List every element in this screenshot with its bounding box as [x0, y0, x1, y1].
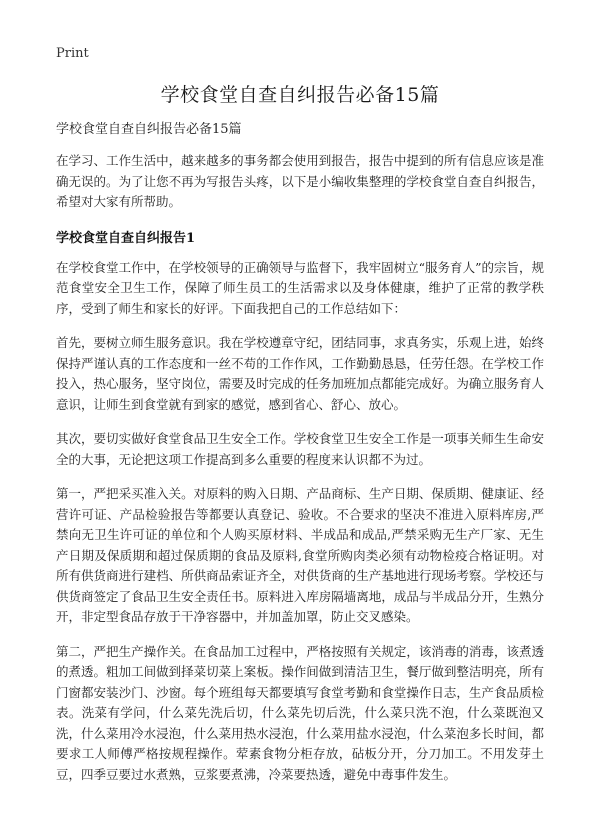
document-body — [56, 118, 544, 799]
paragraph-1: 在学校食堂工作中，在学校领导的正确领导与监督下，我牢固树立“服务育人”的宗旨，规范食堂安全卫生工作，保障了师生员工的生活需求以及身体健康，维护了正常的教学秩序，受到了师生和家长的好评。下面我把自己的工作总结如下： — [56, 259, 544, 316]
intro-paragraph: 在学习、工作生活中，越来越多的事务都会使用到报告，报告中提到的所有信息应该是准确无误的。为了让您不再为写报告头疼，以下是小编收集整理的学校食堂自查自纠报告，希望对大家有所帮助。 — [56, 153, 544, 209]
document-title: 学校食堂自查自纠报告必备15篇 — [160, 84, 440, 106]
paragraph-4: 第一，严把采买准入关。对原料的购入日期、产品商标、生产日期、保质期、健康证、经营许可证、产品检验报告等都要认真登记、验收。不合要求的坚决不准进入原料库房,严禁向无卫生许可证的单位和个人购买原材料、半成品和成品,严禁采购无生产厂家、无生产日期及保质期和超过保质期的食品及原料,食堂所购肉类必须有动物检疫合格证明。对所有供货商进行建档、所供商品索证齐全，对供货商的生产基地进行现场考察。学校还与供货商签定了食品卫生安全责任书。原料进入库房隔墙离地，成品与半成品分开，生熟分开，非定型食品存放于干净容器中，并加盖加罩，防止交叉感染。 — [56, 486, 544, 624]
print-link[interactable]: Print — [56, 46, 89, 61]
section-heading: 学校食堂自查自纠报告1 — [56, 230, 196, 246]
paragraph-5: 第二，严把生产操作关。在食品加工过程中，严格按照有关规定，该消毒的消毒，该煮透的煮透。粗加工间做到择菜切菜上案板。操作间做到清洁卫生，餐厅做到整洁明亮，所有门窗都安装沙门、沙窗。每个班组每天都要填写食堂考勤和食堂操作日志，生产食品质检表。洗菜有学问，什么菜先洗后切，什么菜先切后洗，什么菜只洗不泡，什么菜既泡又洗，什么菜用冷水浸泡，什么菜用热水浸泡，什么菜用盐水浸泡，什么菜泡多长时间，都要求工人师傅严格按规程操作。荤素食物分柜存放，砧板分开，分刀加工。不用发芽土豆，四季豆要过水煮熟，豆浆要煮沸，冷菜要热透，避免中毒事件发生。 — [56, 643, 544, 782]
paragraph-3: 其次，要切实做好食堂食品卫生安全工作。学校食堂卫生安全工作是一项事关师生生命安全的大事，无论把这项工作提高到多么重要的程度来认识都不为过。 — [56, 431, 544, 467]
document-subtitle: 学校食堂自查自纠报告必备15篇 — [56, 122, 242, 137]
paragraph-2: 首先，要树立师生服务意识。我在学校遵章守纪，团结同事，求真务实，乐观上进，始终保持严谨认真的工作态度和一丝不苟的工作作风，工作勤勤恳恳，任劳任怨。在学校工作投入，热心服务，坚守岗位，需要及时完成的任务加班加点都能完成好。为确立服务育人意识，让师生到食堂就有到家的感觉，感到省心、舒心、放心。 — [56, 335, 544, 412]
